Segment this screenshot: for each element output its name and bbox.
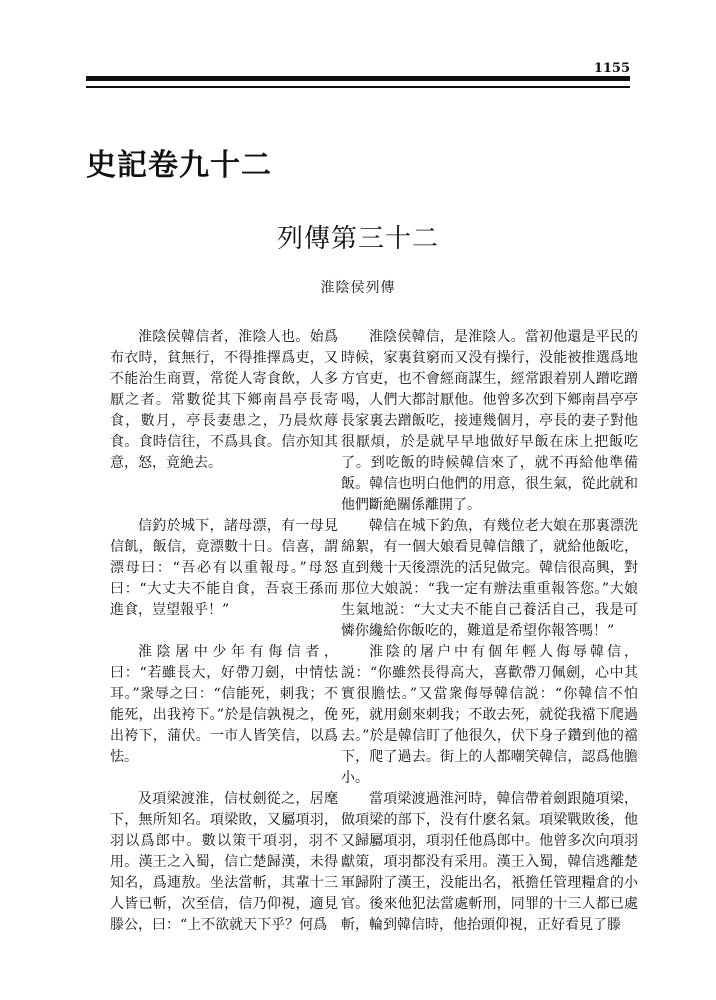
original-paragraph: 信釣於城下，諸母漂，有一母見信飢，飯信，竟漂數十日。信喜，謂漂母曰：“吾必有以重報母。”母怒曰：“大丈夫不能自食，吾哀王孫而進食，豈望報乎！” bbox=[110, 518, 338, 618]
original-paragraph: 淮陰侯韓信者，淮陰人也。始爲布衣時，貧無行，不得推擇爲吏，又不能治生商賈，常從人寄食飲，人多厭之者。常數從其下鄉南昌亭長寄食，數月，亭長妻患之，乃晨炊蓐食。食時信往，不爲具食。信亦知其意，怒，竟絶去。 bbox=[110, 329, 338, 471]
translation-text-column bbox=[341, 327, 638, 936]
translation-paragraph: 淮陰的屠户中有個年輕人侮辱韓信，説：“你雖然長得高大，喜歡帶刀佩劍，心中其實很膽怯。”又當衆侮辱韓信説：“你韓信不怕死，就用劍來刺我；不敢去死，就從我襠下爬過去。”於是韓信盯了他很久，伏下身子鑽到他的襠下，爬了過去。街上的人都嘲笑韓信，認爲他膽小。 bbox=[341, 644, 638, 786]
section-title: 列傳第三十二 bbox=[276, 224, 439, 254]
original-paragraph: 淮陰屠中少年有侮信者，曰：“若雖長大，好帶刀劍，中情怯耳。”衆辱之曰：“信能死，刺我；不能死，出我袴下。”於是信孰視之，俛出袴下，蒲伏。一市人皆笑信，以爲怯。 bbox=[110, 644, 338, 765]
header-rule-thin bbox=[86, 86, 630, 88]
translation-paragraph: 淮陰侯韓信，是淮陰人。當初他還是平民的時候，家裏貧窮而又没有操行，没能被推選爲地方官吏，也不會經商謀生，經常跟着别人蹭吃蹭喝，人們大都討厭他。他曾多次到下鄉南昌亭亭長家裏去蹭飯吃，接連幾個月，亭長的妻子對他很厭煩，於是就早早地做好早飯在床上把飯吃了。到吃飯的時候韓信來了，就不再給他準備飯。韓信也明白他們的用意，很生氣，從此就和他們斷絶關係離開了。 bbox=[341, 329, 638, 513]
page-number: 1155 bbox=[593, 61, 630, 76]
translation-paragraph: 當項梁渡過淮河時，韓信帶着劍跟隨項梁，做項梁的部下，没有什麽名氣。項梁戰敗後，他又歸屬項羽，項羽任他爲郎中。他曾多次向項羽獻策，項羽都没有采用。漢王入蜀，韓信逃離楚軍歸附了漢王，没能出名，衹擔任管理糧倉的小官。後來他犯法當處斬刑，同罪的十三人都已處斬，輪到韓信時，他抬頭仰視，正好看見了滕 bbox=[341, 791, 638, 933]
original-text-column bbox=[110, 327, 338, 936]
chapter-subtitle: 淮陰侯列傳 bbox=[320, 280, 396, 296]
original-paragraph: 及項梁渡淮，信杖劍從之，居麾下，無所知名。項梁敗，又屬項羽，羽以爲郎中。數以策干項羽，羽不用。漢王之入蜀，信亡楚歸漢，未得知名，爲連敖。坐法當斬，其輩十三人皆已斬，次至信，信乃仰視，適見滕公，曰：“上不欲就天下乎？何爲 bbox=[110, 791, 338, 933]
volume-title: 史記卷九十二 bbox=[86, 148, 272, 183]
translation-paragraph: 韓信在城下釣魚，有幾位老大娘在那裏漂洗綿絮，有一個大娘看見韓信餓了，就給他飯吃，直到幾十天後漂洗的活兒做完。韓信很高興，對那位大娘説：“我一定有辦法重重報答您。”大娘生氣地説：“大丈夫不能自己養活自己，我是可憐你纔給你飯吃的，難道是希望你報答嗎！” bbox=[341, 518, 638, 639]
header-rule-thick bbox=[86, 76, 630, 81]
